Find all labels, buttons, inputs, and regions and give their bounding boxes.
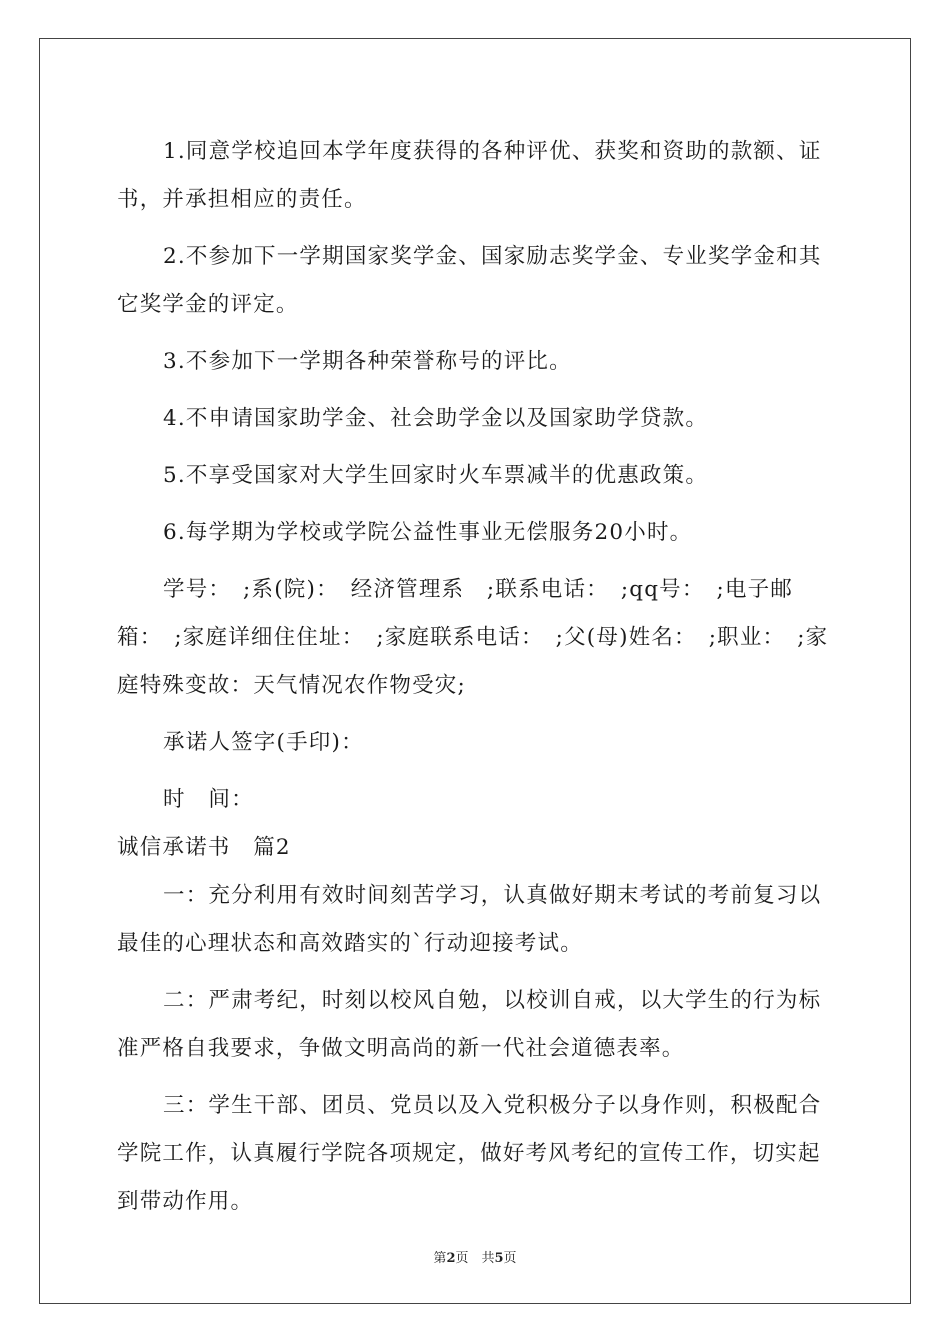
page-suffix: 页 — [503, 1251, 517, 1266]
paragraph-item-3: 3.不参加下一学期各种荣誉称号的评比。 — [163, 349, 572, 374]
signature-line: 承诺人签字(手印)： — [163, 730, 364, 755]
date-line: 时 间： — [163, 787, 254, 812]
page-prefix: 第 — [433, 1251, 447, 1266]
section-heading: 诚信承诺书 篇2 — [117, 835, 291, 860]
page-mid: 页 共 — [455, 1251, 495, 1266]
student-info-fields: 学号： ;系(院)： 经济管理系 ;联系电话： ;qq号： ;电子邮箱： ;家庭详细住住址： ;家庭联系电话： ;父(母)姓名： ;职业： ;家庭特殊变故：天气情况农作物受灾; — [117, 577, 829, 698]
pledge-item-2: 二：严肃考纪，时刻以校风自勉，以校训自戒，以大学生的行为标准严格自我要求，争做文明高尚的新一代社会道德表率。 — [117, 988, 822, 1061]
paragraph-item-4: 4.不申请国家助学金、社会助学金以及国家助学贷款。 — [163, 406, 709, 431]
paragraph-item-1: 1.同意学校追回本学年度获得的各种评优、获奖和资助的款额、证书，并承担相应的责任。 — [117, 139, 822, 212]
pledge-item-3: 三：学生干部、团员、党员以及入党积极分子以身作则，积极配合学院工作，认真履行学院各项规定，做好考风考纪的宣传工作，切实起到带动作用。 — [117, 1093, 822, 1214]
paragraph-item-2: 2.不参加下一学期国家奖学金、国家励志奖学金、专业奖学金和其它奖学金的评定。 — [117, 244, 822, 317]
page-total: 5 — [494, 1251, 504, 1266]
paragraph-item-6: 6.每学期为学校或学院公益性事业无偿服务20小时。 — [163, 520, 693, 545]
paragraph-item-5: 5.不享受国家对大学生回家时火车票减半的优惠政策。 — [163, 463, 709, 488]
pledge-item-1: 一：充分利用有效时间刻苦学习，认真做好期末考试的考前复习以最佳的心理状态和高效踏实的`行动迎接考试。 — [117, 883, 822, 956]
page-number-footer — [0, 1247, 950, 1266]
document-body — [117, 128, 837, 1226]
page-current: 2 — [446, 1251, 456, 1266]
